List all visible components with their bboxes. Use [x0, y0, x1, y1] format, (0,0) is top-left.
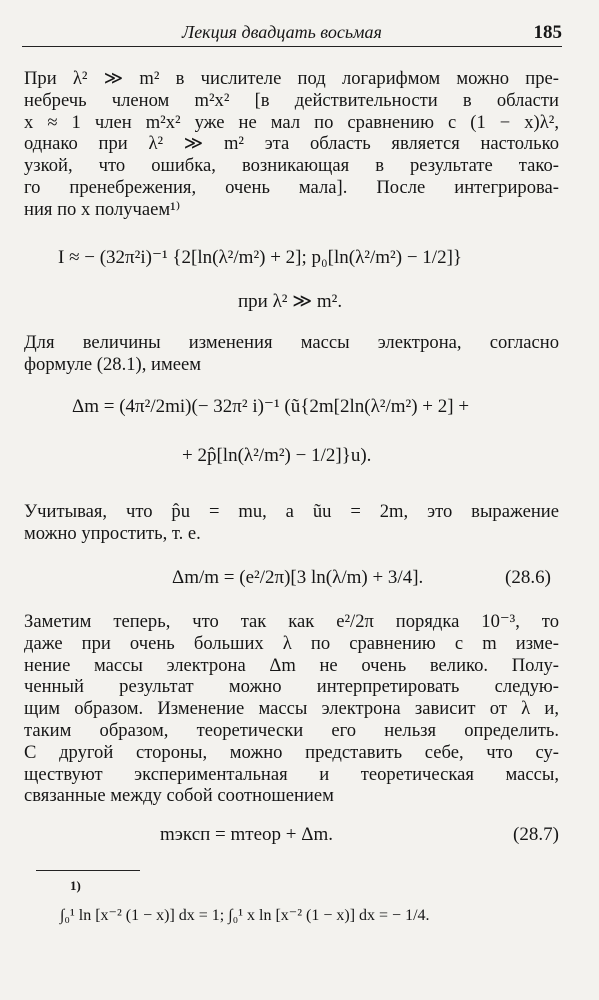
equation-28-7: mэксп = mтеор + Δm. — [160, 824, 333, 845]
text-line: ченный результат можно интерпретировать следую- — [24, 676, 559, 698]
chapter-title: Лекция двадцать восьмая — [182, 22, 382, 42]
equation-delta-m-line-2: + 2p̂[ln(λ²/m²) − 1/2]}u). — [182, 445, 372, 466]
text-line: ществуют экспериментальная и теоретическая массы, — [24, 763, 559, 785]
text-line: небречь членом m²x² [в действительности в области — [24, 89, 559, 111]
text-line: Для величины изменения массы электрона, согласно — [24, 332, 559, 353]
equation-number-28-7: (28.7) — [513, 824, 559, 845]
text-line: щим образом. Изменение массы электрона зависит от λ и, — [24, 698, 559, 720]
footnote-mark: 1) — [70, 878, 81, 893]
text-line: однако при λ² ≫ m² эта область является настолько — [24, 133, 559, 155]
text-line: С другой стороны, можно представить себе, что су- — [24, 741, 559, 763]
text-line: го пренебрежения, очень мала]. После интегрирова- — [24, 176, 559, 198]
text-line: Заметим теперь, что так как e²/2π порядка 10⁻³, то — [24, 611, 559, 632]
text-line: даже при очень больших λ по сравнению с m изме- — [24, 632, 559, 654]
equation-rhs: {2[ln(λ²/m²) + 2]; p₀[ln(λ²/m²) − 1/2]} — [172, 247, 463, 268]
paragraph-2 — [24, 332, 559, 376]
text-line: можно упростить, т. е. — [24, 522, 201, 544]
text-line: нение массы электрона Δm не очень велико. Полу- — [24, 654, 559, 676]
equation-lhs: I ≈ − (32π²i)⁻¹ — [58, 247, 168, 268]
equation-I — [58, 246, 462, 269]
equation-delta-m-line-1: Δm = (4π²/2mi)(− 32π² i)⁻¹ (ũ{2m[2ln(λ²/m²) + 2] + — [72, 396, 470, 417]
header-rule — [22, 46, 562, 47]
paragraph-1 — [24, 68, 559, 221]
text-line: формуле (28.1), имеем — [24, 353, 201, 375]
page-number: 185 — [533, 22, 562, 43]
footnote-rule — [36, 870, 140, 871]
paragraph-3 — [24, 501, 559, 545]
equation-28-6: Δm/m = (e²/2π)[3 ln(λ/m) + 3/4]. — [172, 567, 424, 588]
text-line: x ≈ 1 член m²x² уже не мал по сравнению с (1 − x)λ², — [24, 111, 559, 133]
text-line: связанные между собой соотношением — [24, 785, 334, 807]
text-line: При λ² ≫ m² в числителе под логарифмом можно пре- — [24, 68, 559, 89]
equation-condition: при λ² ≫ m². — [238, 291, 343, 312]
equation-number-28-6: (28.6) — [505, 567, 551, 588]
running-header — [22, 22, 562, 46]
text-line: узкой, что ошибка, возникающая в результате тако- — [24, 155, 559, 177]
text-line: ния по x получаем¹⁾ — [24, 198, 181, 220]
footnote-equation: ∫₀¹ ln [x⁻² (1 − x)] dx = 1; ∫₀¹ x ln [x⁻² (1 − x)] dx = − 1/4. — [60, 907, 430, 924]
paragraph-4 — [24, 611, 559, 807]
text-line: Учитывая, что p̂u = mu, а ũu = 2m, это выражение — [24, 501, 559, 522]
text-line: таким образом, теоретически его нельзя определить. — [24, 719, 559, 741]
